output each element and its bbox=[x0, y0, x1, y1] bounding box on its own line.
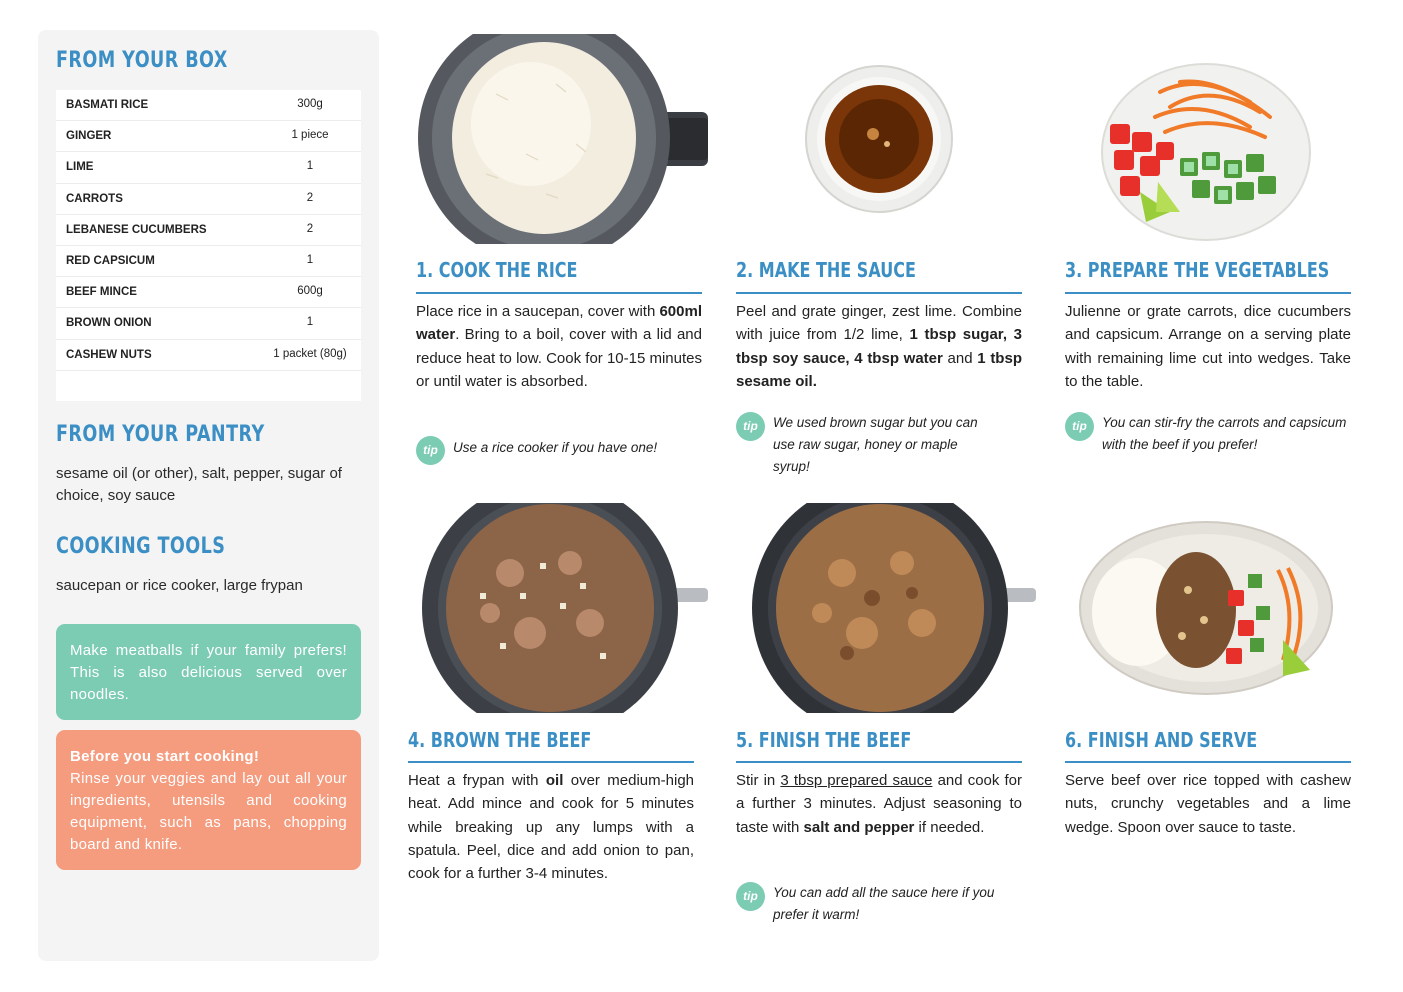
step-text-segment: and bbox=[942, 349, 978, 367]
ingredient-name: RED CAPSICUM bbox=[66, 254, 155, 267]
step-text-segment: if needed. bbox=[914, 818, 985, 836]
ingredient-quantity: 1 bbox=[306, 316, 314, 329]
step-5-body bbox=[736, 769, 1022, 839]
ingredient-quantity: 2 bbox=[306, 222, 314, 235]
finished-beef-pan-photo bbox=[752, 503, 1036, 713]
ingredient-row bbox=[56, 308, 361, 339]
step-2-body bbox=[736, 300, 1022, 393]
tip-badge: tip bbox=[416, 436, 445, 465]
step-4-body bbox=[408, 769, 694, 885]
step-4-title: 4. BROWN THE BEEF bbox=[408, 728, 592, 752]
ingredient-quantity: 1 bbox=[306, 160, 314, 173]
step-1-tip bbox=[416, 436, 693, 465]
step-text-segment: Serve beef over rice topped with cashew nuts, crunchy vegetables and a lime wedge. Spoon over sauce to taste. bbox=[1065, 772, 1351, 836]
rice-pot-photo bbox=[416, 34, 708, 244]
step-text-segment: Julienne or grate carrots, dice cucumbers and capsicum. Arrange on a serving plate with remaining lime cut into wedges. Take to the table. bbox=[1065, 303, 1351, 390]
ingredient-row bbox=[56, 215, 361, 246]
step-5-tip bbox=[736, 882, 1023, 926]
step-text-segment: 1 tbsp sesame oil. bbox=[736, 349, 1022, 390]
step-text-segment: Stir in bbox=[736, 772, 781, 789]
step-5-tip-text: You can add all the sauce here if you prefer it warm! bbox=[773, 885, 995, 922]
step-text-segment: 600ml water bbox=[416, 303, 703, 344]
before-cooking-title: Before you start cooking! bbox=[70, 748, 260, 765]
ingredient-name: CASHEW NUTS bbox=[66, 348, 152, 361]
step-1-divider bbox=[416, 292, 702, 294]
ingredient-quantity: 1 piece bbox=[291, 129, 329, 142]
step-3-title: 3. PREPARE THE VEGETABLES bbox=[1065, 258, 1330, 282]
step-5-title: 5. FINISH THE BEEF bbox=[736, 728, 912, 752]
ingredient-row bbox=[56, 152, 361, 183]
tip-badge: tip bbox=[1065, 412, 1094, 441]
step-2-tip-text: We used brown sugar but you can use raw sugar, honey or maple syrup! bbox=[773, 415, 978, 474]
step-3-tip bbox=[1065, 412, 1352, 456]
ingredient-row bbox=[56, 90, 361, 121]
step-2-divider bbox=[736, 292, 1022, 294]
tip-badge: tip bbox=[736, 412, 765, 441]
vegetables-plate-photo bbox=[1100, 62, 1312, 242]
ingredient-quantity: 2 bbox=[306, 191, 314, 204]
browning-beef-pan-photo bbox=[420, 503, 708, 713]
step-6-divider bbox=[1065, 761, 1351, 763]
step-6-body bbox=[1065, 769, 1351, 839]
step-3-body bbox=[1065, 300, 1351, 393]
meatballs-note-text: Make meatballs if your family prefers! This is also delicious served over noodles. bbox=[70, 642, 347, 703]
ingredient-row bbox=[56, 277, 361, 308]
ingredient-quantity: 600g bbox=[297, 285, 323, 298]
step-text-segment: . Bring to a boil, cover with a lid and reduce heat to low. Cook for 10-15 minutes or until water is absorbed. bbox=[416, 326, 702, 390]
ingredient-row bbox=[56, 246, 361, 277]
step-text-segment: over medium-high heat. Add mince and cook for 5 minutes while breaking up any lumps with a spatula. Peel, dice and add onion to pan, cook for a further 3-4 minutes. bbox=[408, 772, 694, 883]
step-text-segment: oil bbox=[545, 772, 564, 789]
ingredient-name: BASMATI RICE bbox=[66, 99, 149, 111]
step-text-segment: 3 tbsp prepared sauce bbox=[780, 772, 933, 789]
step-text-segment: Heat a frypan with bbox=[408, 772, 546, 789]
step-2-title: 2. MAKE THE SAUCE bbox=[736, 258, 916, 282]
ingredient-row bbox=[56, 121, 361, 152]
step-2-tip bbox=[736, 412, 983, 478]
meatballs-note bbox=[56, 624, 361, 720]
served-dish-photo bbox=[1078, 520, 1334, 696]
box-heading: FROM YOUR BOX bbox=[56, 48, 228, 73]
ingredient-name: CARROTS bbox=[66, 192, 123, 205]
ingredients-table bbox=[56, 90, 361, 401]
step-1-tip-text: Use a rice cooker if you have one! bbox=[453, 440, 658, 455]
ingredient-row bbox=[56, 184, 361, 215]
ingredient-name: BROWN ONION bbox=[66, 317, 152, 330]
step-3-divider bbox=[1065, 292, 1351, 294]
ingredient-name: LIME bbox=[66, 161, 94, 174]
tools-text: saucepan or rice cooker, large frypan bbox=[56, 577, 303, 594]
step-1-title: 1. COOK THE RICE bbox=[416, 258, 578, 282]
step-5-divider bbox=[736, 761, 1022, 763]
ingredient-quantity: 1 bbox=[306, 253, 314, 266]
before-cooking-note bbox=[56, 730, 361, 870]
sauce-bowl-photo bbox=[803, 64, 955, 214]
ingredient-name: BEEF MINCE bbox=[66, 286, 137, 299]
ingredient-quantity: 1 packet (80g) bbox=[273, 347, 347, 360]
step-4-divider bbox=[408, 761, 694, 763]
tools-heading: COOKING TOOLS bbox=[56, 534, 226, 559]
step-text-segment: and cook for a further 3 minutes. Adjust seasoning to taste with bbox=[736, 772, 1022, 836]
step-text-segment: 1 tbsp sugar, 3 tbsp soy sauce, 4 tbsp water bbox=[736, 326, 1022, 367]
step-6-title: 6. FINISH AND SERVE bbox=[1065, 728, 1258, 752]
step-text-segment: salt and pepper bbox=[803, 818, 915, 836]
step-3-tip-text: You can stir-fry the carrots and capsicum with the beef if you prefer! bbox=[1102, 415, 1347, 452]
pantry-text: sesame oil (or other), salt, pepper, sugar of choice, soy sauce bbox=[56, 465, 342, 504]
step-text-segment: Peel and grate ginger, zest lime. Combine with juice from 1/2 lime, bbox=[736, 303, 1022, 344]
pantry-heading: FROM YOUR PANTRY bbox=[56, 422, 265, 447]
before-cooking-text: Rinse your veggies and lay out all your ingredients, utensils and cooking equipment, such as pans, chopping board and knife. bbox=[70, 770, 347, 853]
ingredient-name: GINGER bbox=[66, 130, 112, 143]
ingredient-name: LEBANESE CUCUMBERS bbox=[66, 223, 207, 236]
step-1-body bbox=[416, 300, 702, 393]
ingredient-row bbox=[56, 340, 361, 371]
tip-badge: tip bbox=[736, 882, 765, 911]
ingredient-quantity: 300g bbox=[297, 98, 323, 110]
step-text-segment: Place rice in a saucepan, cover with bbox=[416, 303, 660, 320]
